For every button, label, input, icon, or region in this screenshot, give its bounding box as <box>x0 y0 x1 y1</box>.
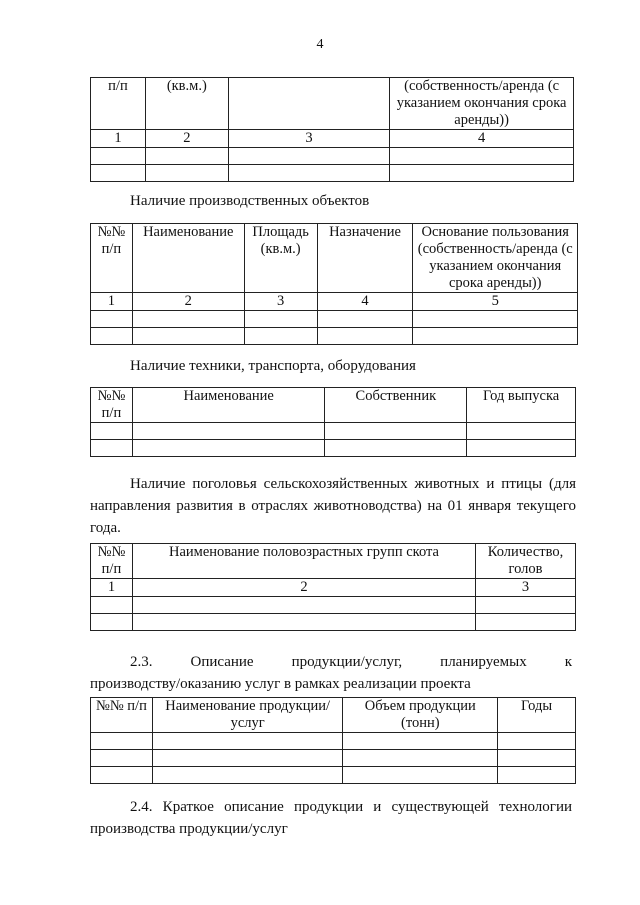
paragraph-line: направления развития в отраслях животноводства) на 01 января текущего <box>90 498 576 514</box>
table-row <box>91 750 576 767</box>
header-cell: Год выпуска <box>467 388 576 423</box>
table-products <box>90 697 576 784</box>
paragraph-line: 2.4. Краткое описание продукции и существующей технологии <box>130 799 572 815</box>
table-row <box>91 614 576 631</box>
number-cell: 2 <box>132 579 475 597</box>
header-cell: Назначение <box>317 224 413 293</box>
table-header-row <box>91 78 574 130</box>
table-number-row <box>91 130 574 148</box>
table-land-continued <box>90 77 574 182</box>
header-cell: №№ п/п <box>91 698 153 733</box>
table-number-row <box>91 293 578 311</box>
table-row <box>91 733 576 750</box>
header-cell: Основание пользования (собственность/аренда (с указанием окончания срока аренды)) <box>413 224 578 293</box>
paragraph-line: производству/оказанию услуг в рамках реализации проекта <box>90 676 471 692</box>
table-row <box>91 148 574 165</box>
paragraph-line: Наличие поголовья сельскохозяйственных животных и птицы (для <box>130 476 576 492</box>
number-cell: 4 <box>390 130 574 148</box>
header-cell: (кв.м.) <box>145 78 228 130</box>
header-cell: Наименование продукции/услуг <box>152 698 343 733</box>
number-cell: 1 <box>91 130 146 148</box>
number-cell: 1 <box>91 293 133 311</box>
table-number-row <box>91 579 576 597</box>
heading-production-facilities: Наличие производственных объектов <box>130 193 370 209</box>
header-cell: Площадь (кв.м.) <box>244 224 317 293</box>
number-cell: 2 <box>132 293 244 311</box>
header-cell: п/п <box>91 78 146 130</box>
header-cell: №№ п/п <box>91 224 133 293</box>
number-cell: 5 <box>413 293 578 311</box>
header-cell: Собственник <box>325 388 467 423</box>
number-cell: 2 <box>145 130 228 148</box>
table-livestock <box>90 543 576 631</box>
paragraph-section-2-3 <box>90 651 572 695</box>
header-cell: Объем продукции (тонн) <box>343 698 498 733</box>
header-cell: Годы <box>498 698 576 733</box>
table-row <box>91 165 574 182</box>
paragraph-section-2-4 <box>90 796 572 840</box>
page-number: 4 <box>316 37 324 52</box>
table-header-row <box>91 224 578 293</box>
table-row <box>91 328 578 345</box>
table-equipment <box>90 387 576 457</box>
table-row <box>91 767 576 784</box>
table-row <box>91 311 578 328</box>
heading-equipment: Наличие техники, транспорта, оборудования <box>130 358 416 374</box>
table-header-row <box>91 544 576 579</box>
header-cell <box>228 78 389 130</box>
header-cell: Наименование <box>132 388 325 423</box>
paragraph-livestock <box>90 473 576 539</box>
number-cell: 3 <box>476 579 576 597</box>
number-cell: 1 <box>91 579 133 597</box>
table-header-row <box>91 388 576 423</box>
number-cell: 3 <box>244 293 317 311</box>
number-cell: 3 <box>228 130 389 148</box>
number-cell: 4 <box>317 293 413 311</box>
header-cell: Наименование <box>132 224 244 293</box>
header-cell: Количество, голов <box>476 544 576 579</box>
header-cell: №№ п/п <box>91 544 133 579</box>
table-row <box>91 597 576 614</box>
table-production-facilities <box>90 223 578 345</box>
header-cell: Наименование половозрастных групп скота <box>132 544 475 579</box>
table-row <box>91 440 576 457</box>
paragraph-line: года. <box>90 520 121 536</box>
table-row <box>91 423 576 440</box>
header-cell: (собственность/аренда (с указанием окончания срока аренды)) <box>390 78 574 130</box>
header-cell: №№ п/п <box>91 388 133 423</box>
paragraph-line: производства продукции/услуг <box>90 821 288 837</box>
paragraph-line: 2.3. Описание продукции/услуг, планируемых к <box>130 654 572 670</box>
table-header-row <box>91 698 576 733</box>
